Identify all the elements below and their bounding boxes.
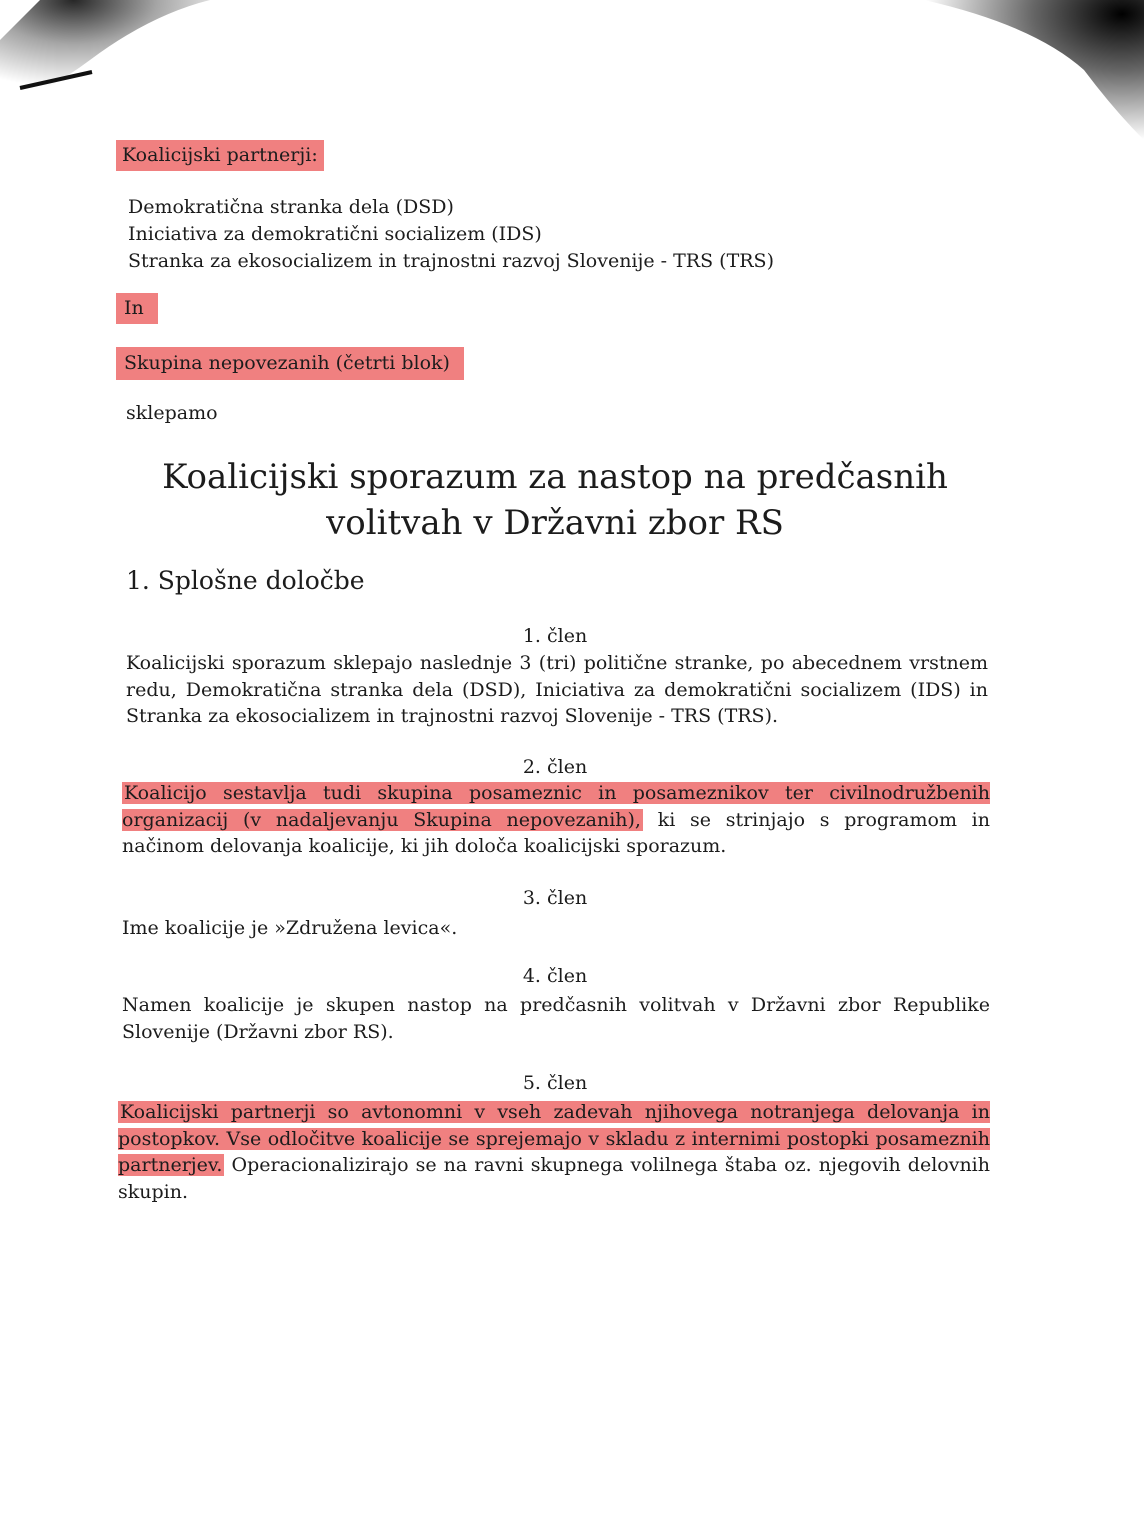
article-3-text: Ime koalicije je »Združena levica«. (122, 917, 458, 939)
party-item: Demokratična stranka dela (DSD) (128, 196, 454, 218)
article-3-heading: 3. člen (522, 887, 588, 909)
article-1-text: Koalicijski sporazum sklepajo naslednje 3 (tri) politične stranke, po abecednem vrstnem redu, Demokratična stranka dela (DSD), Iniciativa za demokratični socializem (IDS) in Stranka za ekosocializem in trajnostni razvoj Slovenije - TRS (TRS). (126, 652, 988, 727)
document-title (160, 454, 950, 546)
party-list (128, 194, 774, 275)
article-2-rest: ki se strinjajo s programom in načinom delovanja koalicije, ki jih določa koalicijski sporazum. (122, 808, 990, 857)
partners-label: Koalicijski partnerji: (116, 140, 324, 171)
article-2-highlight: Koalicijo sestavlja tudi skupina posameznic in posameznikov ter civilnodružbenih organizacij (v nadaljevanju Skupina nepovezanih), (122, 782, 990, 831)
section-heading: 1. Splošne določbe (126, 566, 365, 595)
article-4-text: Namen koalicije je skupen nastop na predčasnih volitvah v Državni zbor Republike Slovenije (Državni zbor RS). (122, 994, 990, 1043)
title-line-1: Koalicijski sporazum za nastop na predčasnih (162, 457, 948, 497)
article-1-heading: 1. člen (522, 625, 588, 647)
article-2-heading: 2. člen (522, 756, 588, 778)
party-item: Stranka za ekosocializem in trajnostni razvoj Slovenije - TRS (TRS) (128, 250, 774, 272)
article-5-highlight: Koalicijski partnerji so avtonomni v vseh zadevah njihovega notranjega delovanja in postopkov. Vse odločitve koalicije se sprejemajo v skladu z internimi postopki posameznih partnerjev. (118, 1101, 990, 1176)
article-4-heading: 4. člen (522, 965, 588, 987)
article-5-heading: 5. člen (522, 1072, 588, 1094)
scan-shadow-top-left (0, 0, 260, 130)
and-label-box (116, 293, 158, 324)
group-label: Skupina nepovezanih (četrti blok) (116, 347, 464, 380)
scan-shadow-top-right (884, 0, 1144, 140)
and-label: In (116, 293, 158, 324)
article-5-rest: Operacionalizirajo se na ravni skupnega volilnega štaba oz. njegovih delovnih skupin. (118, 1154, 990, 1203)
group-label-box (116, 347, 464, 380)
party-item: Iniciativa za demokratični socializem (IDS) (128, 223, 542, 245)
title-line-2: volitvah v Državni zbor RS (326, 503, 784, 543)
verb-text: sklepamo (126, 402, 218, 424)
partners-label-box (116, 140, 324, 171)
article-5-text (118, 1099, 990, 1205)
article-2-text (122, 780, 990, 860)
